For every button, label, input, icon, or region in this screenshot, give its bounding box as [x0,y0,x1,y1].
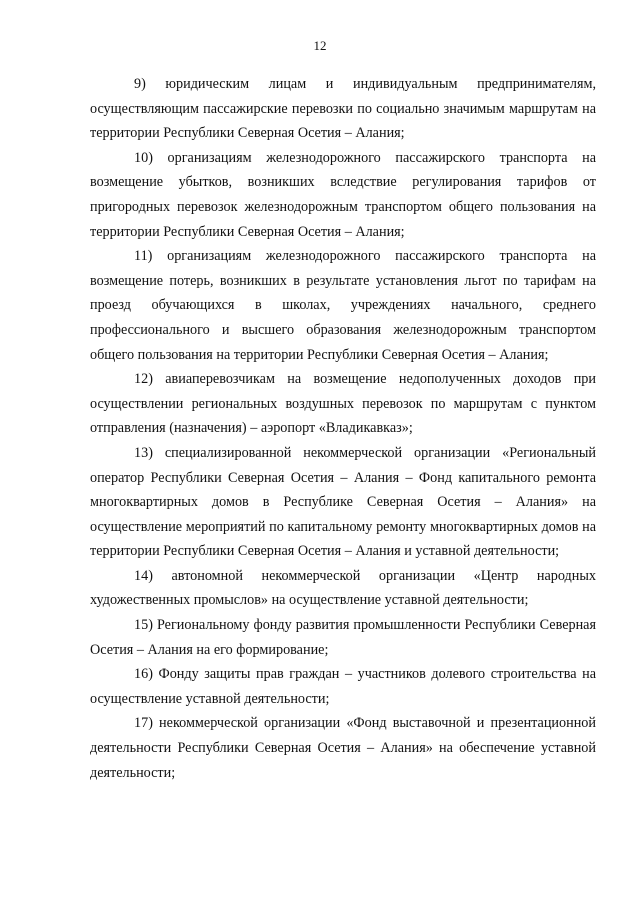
list-item-12: 12) авиаперевозчикам на возмещение недополученных доходов при осуществлении региональных воздушных перевозок по маршрутам с пунктом отправления (назначения) – аэропорт «Владикавказ»; [90,371,596,437]
list-item-13: 13) специализированной некоммерческой организации «Региональный оператор Республики Северная Осетия – Алания – Фонд капитального ремонта многоквартирных домов в Республике Северная Осетия – Алания» на осуществление мероприятий по капитальному ремонту многоквартирных домов на территории Республики Северная Осетия – Алания и уставной деятельности; [90,444,596,560]
page-number: 12 [313,38,327,53]
list-item-10: 10) организациям железнодорожного пассажирского транспорта на возмещение убытков, возникших вследствие регулирования тарифов от пригородных перевозок железнодорожным транспортом общего пользования на территории Республики Северная Осетия – Алания; [90,149,596,240]
list-item-14: 14) автономной некоммерческой организации «Центр народных художественных промыслов» на осуществление уставной деятельности; [90,567,596,609]
list-item-9: 9) юридическим лицам и индивидуальным предпринимателям, осуществляющим пассажирские перевозки по социально значимым маршрутам на территории Республики Северная Осетия – Алания; [90,76,596,142]
list-item-11: 11) организациям железнодорожного пассажирского транспорта на возмещение потерь, возникших в результате установления льгот по тарифам на проезд обучающихся в школах, учреждениях начального, среднего профессионального и высшего образования железнодорожным транспортом общего пользования на территории Республики Северная Осетия – Алания; [90,248,596,363]
list-item-17: 17) некоммерческой организации «Фонд выставочной и презентационной деятельности Республики Северная Осетия – Алания» на обеспечение уставной деятельности; [90,715,596,781]
document-body [90,72,596,785]
list-item-15: 15) Региональному фонду развития промышленности Республики Северная Осетия – Алания на его формирование; [90,617,596,658]
list-item-16: 16) Фонду защиты прав граждан – участников долевого строительства на осуществление уставной деятельности; [90,666,596,707]
